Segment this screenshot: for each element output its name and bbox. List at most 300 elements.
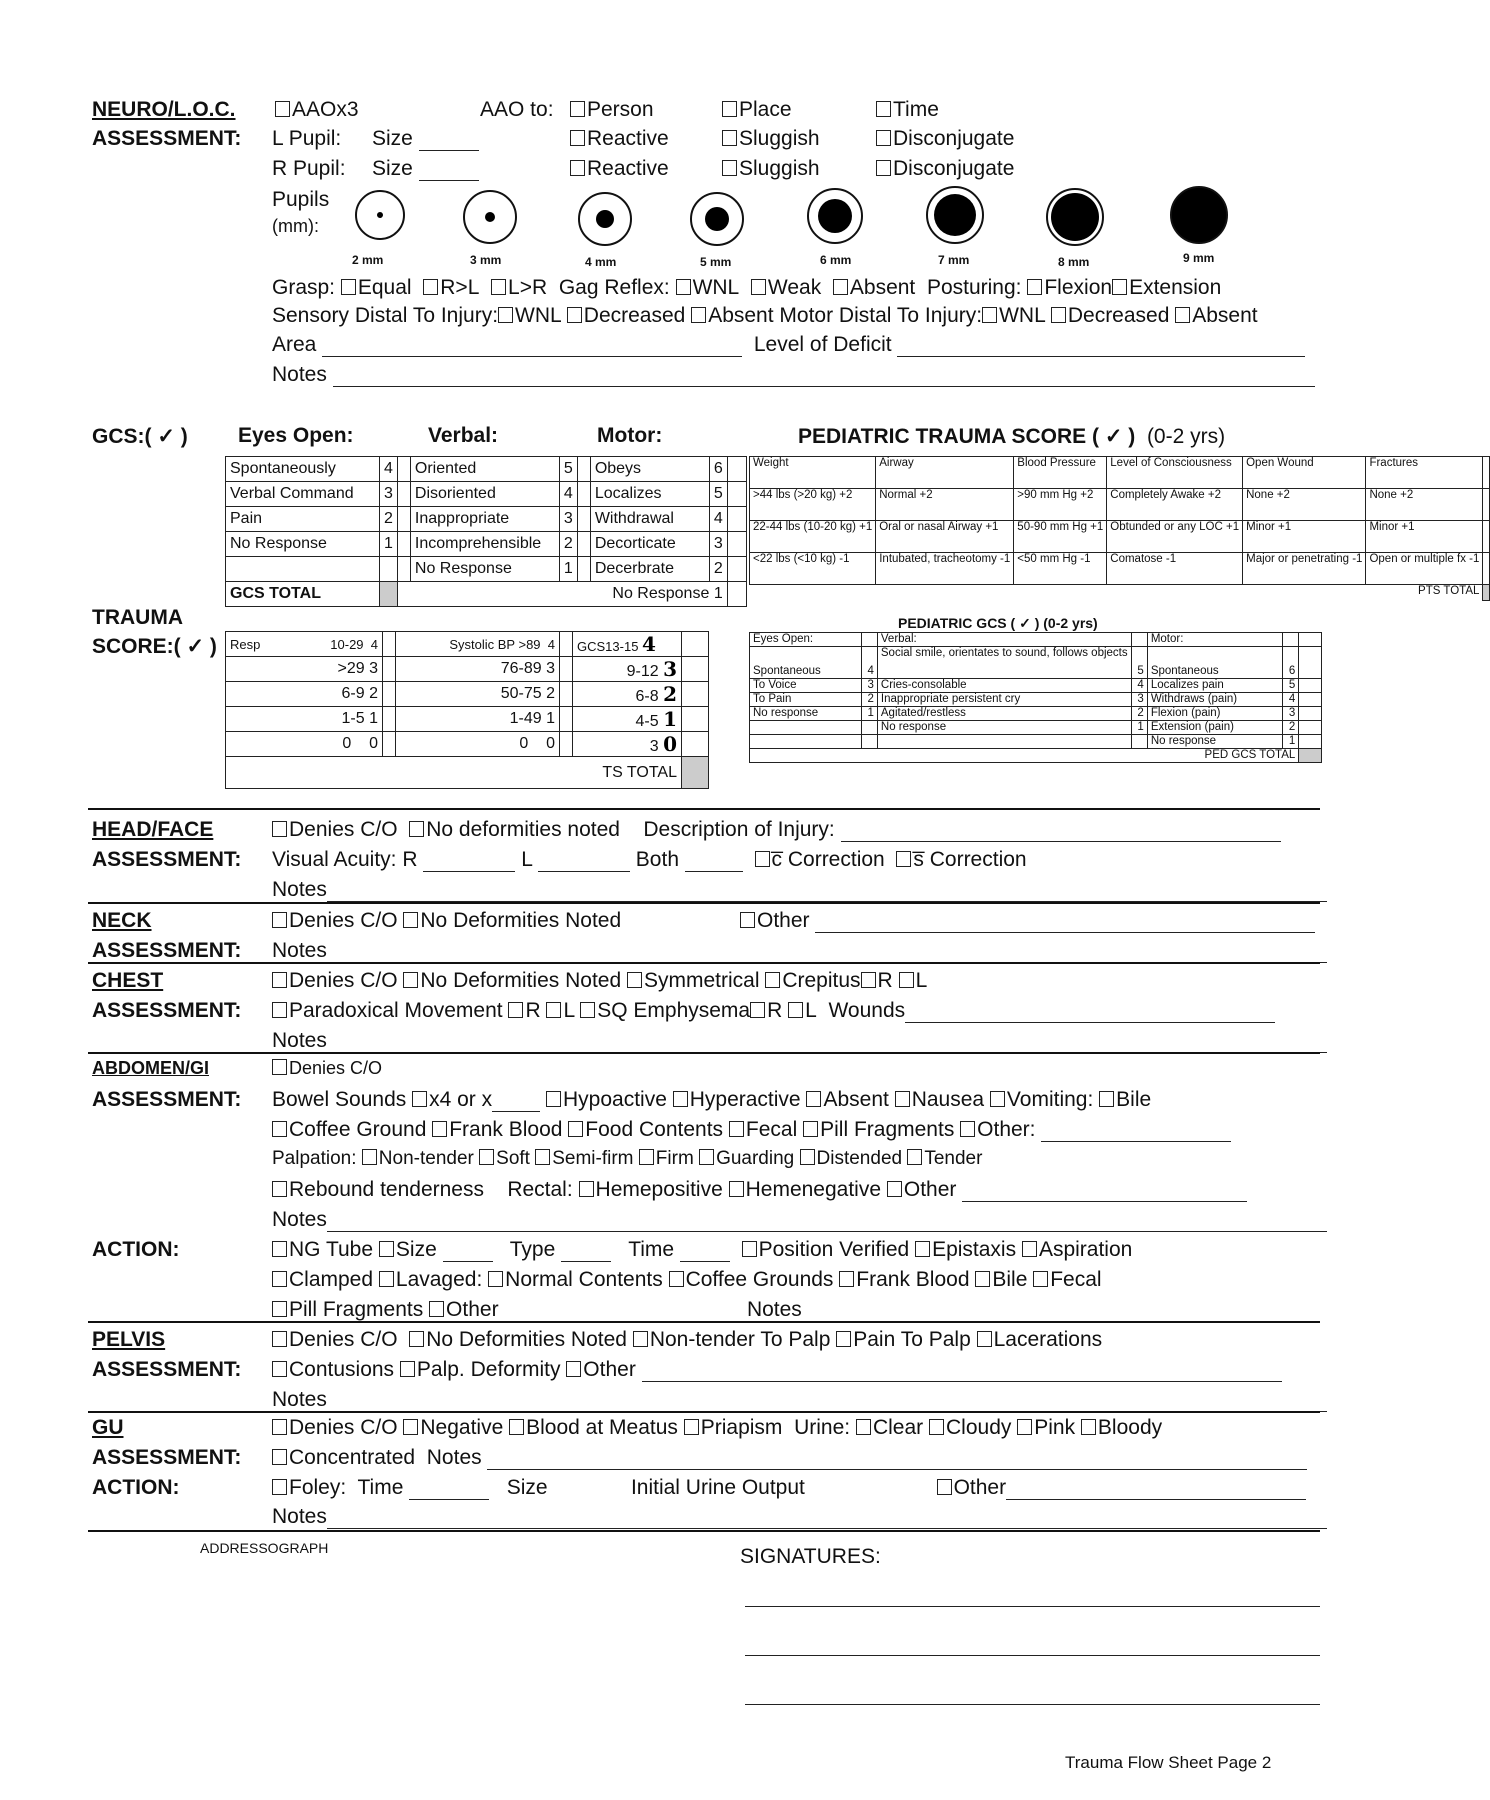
table-row (226, 732, 709, 757)
contusions-checkbox[interactable] (272, 1358, 394, 1381)
gcs-score: 6 (709, 457, 727, 482)
neck-denies-checkbox[interactable] (272, 909, 398, 932)
table-row (750, 489, 1490, 521)
lavaged-checkbox[interactable] (379, 1268, 482, 1291)
gag-weak-checkbox[interactable] (751, 276, 821, 299)
ped-gcs-cell[interactable]: Spontaneous (1147, 647, 1282, 679)
signature-line[interactable] (745, 1606, 1320, 1607)
gu-other-checkbox[interactable] (937, 1476, 1007, 1499)
rectal-other-checkbox[interactable] (887, 1178, 957, 1201)
visual-l-field[interactable] (538, 854, 630, 872)
gcs-cell[interactable]: Verbal Command (226, 482, 380, 507)
pelvis-lacer-label: Lacerations (993, 1328, 1103, 1351)
clear-checkbox[interactable] (856, 1416, 923, 1439)
gcs-cell[interactable]: No Response (410, 557, 559, 582)
pts-total-field[interactable] (1483, 585, 1490, 601)
chest-crep-checkbox[interactable] (765, 969, 860, 992)
pts-header: Fractures (1366, 457, 1483, 489)
trauma-cell[interactable] (274, 632, 383, 657)
frank-blood-checkbox[interactable] (432, 1118, 562, 1141)
ng-frank-blood-checkbox[interactable] (839, 1268, 969, 1291)
coffee-ground-label: Coffee Ground (289, 1118, 427, 1141)
pupil-size-label: 2 mm (352, 253, 384, 267)
foley-label: Foley: (289, 1476, 347, 1499)
pts-cell[interactable]: <22 lbs (<10 kg) -1 (750, 553, 876, 585)
cloudy-checkbox[interactable] (929, 1416, 1011, 1439)
motor-absent-checkbox[interactable] (1175, 304, 1257, 327)
chest-sq-label: SQ Emphysema (597, 999, 751, 1022)
firm-checkbox[interactable] (639, 1148, 694, 1169)
sensory-absent-checkbox[interactable] (691, 304, 773, 327)
ped-gcs-cell[interactable]: No response (750, 707, 862, 721)
neuro-notes-row (272, 363, 1315, 387)
table-row (226, 557, 747, 582)
ts-total-field[interactable] (682, 757, 709, 789)
chest-sq-checkbox[interactable] (580, 999, 750, 1022)
gcs-motor-last-label: No Response (612, 585, 710, 602)
foley-checkbox[interactable] (272, 1476, 346, 1499)
ng-notes-label: Notes (746, 1298, 802, 1321)
distended-checkbox[interactable] (800, 1148, 903, 1169)
ped-gcs-score: 3 (861, 679, 877, 693)
gcs-cell[interactable]: Obeys (590, 457, 709, 482)
gcs-cell[interactable]: Localizes (590, 482, 709, 507)
pelvis-notes-row (272, 1388, 1327, 1412)
extension-checkbox[interactable] (1112, 276, 1221, 299)
without-correction-label: s̅ Correction (913, 848, 1027, 871)
flexion-label: Flexion (1044, 276, 1113, 299)
ng-frank-blood-label: Frank Blood (856, 1268, 970, 1291)
gcs-cell[interactable]: No Response (226, 532, 380, 557)
pts-table (749, 456, 1490, 601)
ped-gcs-cell[interactable]: To Voice (750, 679, 862, 693)
rectal-label: Rectal: (507, 1178, 573, 1201)
gcs-total-field[interactable] (380, 582, 398, 607)
ng-bile-checkbox[interactable] (975, 1268, 1027, 1291)
pts-header: Weight (750, 457, 876, 489)
pts-cell[interactable]: Completely Awake +2 (1107, 489, 1243, 521)
table-row (226, 532, 747, 557)
trauma-score: 3 (369, 660, 378, 677)
ped-gcs-title: PEDIATRIC GCS ( ✓ ) (0-2 yrs) (898, 615, 1098, 631)
signature-line[interactable] (745, 1655, 1320, 1656)
head-notes-label: Notes (272, 878, 327, 901)
abd-absent-checkbox[interactable] (806, 1088, 888, 1111)
gcs-total-label: GCS TOTAL (226, 582, 380, 607)
trauma-cell[interactable] (396, 657, 560, 682)
pupil-gauge-8mm (1046, 188, 1104, 246)
gag-weak-label: Weak (767, 276, 822, 299)
sensory-absent-label: Absent (708, 304, 774, 327)
pts-cell[interactable]: Intubated, tracheotomy -1 (876, 553, 1014, 585)
ped-gcs-cell[interactable]: Flexion (pain) (1147, 707, 1282, 721)
grasp-rgtl-checkbox[interactable] (423, 276, 479, 299)
gcs-score: 4 (380, 457, 398, 482)
hyperactive-label: Hyperactive (689, 1088, 801, 1111)
gcs-cell[interactable]: Inappropriate (410, 507, 559, 532)
trauma-cell[interactable] (396, 632, 560, 657)
ng-row2 (272, 1268, 1102, 1292)
chest-row1 (272, 969, 927, 993)
trauma-cell[interactable] (573, 682, 682, 707)
frank-blood-label: Frank Blood (449, 1118, 563, 1141)
gcs-score: 2 (380, 507, 398, 532)
abd-other-checkbox[interactable] (960, 1118, 1035, 1141)
trauma-cell[interactable] (573, 732, 682, 757)
gag-absent-checkbox[interactable] (833, 276, 915, 299)
neuro-notes-field[interactable] (333, 369, 1315, 387)
trauma-cell[interactable] (226, 682, 383, 707)
table-row (750, 457, 1490, 489)
trauma-range: 50-75 (500, 685, 542, 702)
trauma-cell[interactable] (573, 707, 682, 732)
ped-gcs-cell[interactable]: No response (877, 721, 1131, 735)
ng-pill-checkbox[interactable] (272, 1298, 423, 1321)
visual-both-field[interactable] (685, 854, 743, 872)
bile-label: Bile (1116, 1088, 1152, 1111)
motor-wnl-checkbox[interactable] (982, 304, 1045, 327)
abd-row2 (272, 1118, 1231, 1142)
rectal-other-field[interactable] (962, 1184, 1247, 1202)
neck-other-checkbox[interactable] (740, 909, 810, 932)
pts-cell[interactable]: Normal +2 (876, 489, 1014, 521)
place-checkbox[interactable] (722, 98, 792, 122)
trauma-cell[interactable] (573, 657, 682, 682)
chest-notes-field[interactable] (327, 1035, 1327, 1053)
chest-sq-r-checkbox[interactable] (750, 999, 782, 1022)
hyperactive-checkbox[interactable] (673, 1088, 801, 1111)
aspiration-checkbox[interactable] (1022, 1238, 1132, 1261)
gcs-cell[interactable]: Decorticate (590, 532, 709, 557)
chest-crep-r-label: R (877, 969, 893, 992)
initial-urine-field[interactable] (811, 1483, 931, 1500)
pelvis-row1 (272, 1328, 1102, 1352)
grasp-equal-checkbox[interactable] (341, 276, 412, 299)
r-sluggish-checkbox[interactable] (722, 157, 820, 181)
chest-crep-r-checkbox[interactable] (861, 969, 893, 992)
ped-gcs-cell[interactable]: No response (1147, 735, 1282, 749)
head-row2 (272, 848, 1027, 872)
table-row (750, 521, 1490, 553)
trauma-score: 0 (546, 735, 555, 752)
r-size-field[interactable] (419, 163, 479, 181)
gcs-cell[interactable]: Withdrawal (590, 507, 709, 532)
ped-gcs-cell[interactable]: Localizes pain (1147, 679, 1282, 693)
ng-size-checkbox[interactable] (379, 1238, 437, 1261)
ng-type-field[interactable] (561, 1244, 611, 1262)
ped-gcs-cell[interactable]: Spontaneous (750, 647, 862, 679)
rebound-checkbox[interactable] (272, 1178, 484, 1201)
ng-other-field[interactable] (504, 1304, 729, 1322)
pts-cell[interactable]: <50 mm Hg -1 (1014, 553, 1107, 585)
gu-other-field[interactable] (1006, 1482, 1306, 1500)
trauma-range: 3 (649, 738, 659, 755)
fecal-checkbox[interactable] (729, 1118, 797, 1141)
chest-crep-l-checkbox[interactable] (899, 969, 928, 992)
pupil-size-label: 4 mm (585, 255, 617, 269)
pts-cell[interactable]: None +2 (1243, 489, 1366, 521)
without-correction-checkbox[interactable] (896, 848, 1026, 871)
signature-line[interactable] (745, 1704, 1320, 1705)
chest-parad-l-checkbox[interactable] (546, 999, 574, 1022)
food-contents-checkbox[interactable] (568, 1118, 723, 1141)
bowel-x-field[interactable] (492, 1094, 540, 1112)
pill-fragments-checkbox[interactable] (803, 1118, 954, 1141)
vomiting-checkbox[interactable] (990, 1088, 1093, 1111)
pts-cell[interactable]: Major or penetrating -1 (1243, 553, 1366, 585)
l-reactive-checkbox[interactable] (570, 127, 669, 151)
gu-negative-checkbox[interactable] (403, 1416, 503, 1439)
foley-size-field[interactable] (553, 1483, 613, 1500)
head-nodeform-checkbox[interactable] (409, 818, 620, 841)
chest-wounds-field[interactable] (905, 1005, 1275, 1023)
concentrated-checkbox[interactable] (272, 1446, 415, 1469)
flexion-checkbox[interactable] (1027, 276, 1112, 299)
ng-other-checkbox[interactable] (429, 1298, 499, 1321)
l-disconjugate-label: Disconjugate (893, 127, 1015, 150)
chest-sq-r-label: R (767, 999, 783, 1022)
pts-header: Level of Consciousness (1107, 457, 1243, 489)
pts-cell[interactable]: Oral or nasal Airway +1 (876, 521, 1014, 553)
l-disconjugate-checkbox[interactable] (876, 127, 1014, 151)
semifirm-checkbox[interactable] (535, 1148, 633, 1169)
gcs-motor-last (590, 582, 727, 607)
blood-meatus-label: Blood at Meatus (526, 1416, 678, 1439)
ped-gcs-total-field[interactable] (1299, 749, 1322, 763)
grasp-lgtr-checkbox[interactable] (491, 276, 547, 299)
pts-cell[interactable]: None +2 (1366, 489, 1483, 521)
pts-cell[interactable]: Minor +1 (1243, 521, 1366, 553)
abd-absent-label: Absent (823, 1088, 889, 1111)
head-desc-field[interactable] (841, 824, 1281, 842)
aaox3-checkbox[interactable] (275, 98, 359, 122)
trauma-cell[interactable] (396, 682, 560, 707)
pts-cell[interactable]: Minor +1 (1366, 521, 1483, 553)
divider (88, 962, 1320, 964)
pts-header: Blood Pressure (1014, 457, 1107, 489)
pts-total-label: PTS TOTAL (750, 585, 1483, 601)
pts-title: PEDIATRIC TRAUMA SCORE ( ✓ ) (798, 425, 1136, 448)
pts-cell[interactable]: Comatose -1 (1107, 553, 1243, 585)
l-sluggish-label: Sluggish (739, 127, 820, 150)
trauma-cell[interactable] (396, 707, 560, 732)
neck-nodeform-checkbox[interactable] (403, 909, 621, 932)
neck-other-field[interactable] (815, 915, 1315, 933)
pelvis-other-checkbox[interactable] (566, 1358, 636, 1381)
chest-nodeform-checkbox[interactable] (403, 969, 621, 992)
ped-gcs-cell[interactable]: Agitated/restless (877, 707, 1131, 721)
bowel-x4-checkbox[interactable] (412, 1088, 492, 1111)
foley-time-field[interactable] (409, 1482, 489, 1500)
ped-gcs-cell[interactable]: Extension (pain) (1147, 721, 1282, 735)
blood-meatus-checkbox[interactable] (509, 1416, 678, 1439)
soft-checkbox[interactable] (479, 1148, 530, 1169)
aaox3-label: AAOx3 (292, 98, 359, 121)
divider (88, 808, 1320, 810)
hemepositive-checkbox[interactable] (579, 1178, 723, 1201)
firm-label: Firm (655, 1148, 694, 1169)
ng-size-field[interactable] (443, 1244, 493, 1262)
foley-size-label: Size (506, 1476, 548, 1499)
table-row (226, 657, 709, 682)
chest-parad-r-checkbox[interactable] (508, 999, 540, 1022)
gcs-cell[interactable]: Disoriented (410, 482, 559, 507)
pelvis-other-field[interactable] (642, 1364, 1282, 1382)
bloody-checkbox[interactable] (1081, 1416, 1162, 1439)
bile-checkbox[interactable] (1099, 1088, 1151, 1111)
trauma-cell[interactable] (226, 657, 383, 682)
abd-row3 (272, 1148, 982, 1170)
gu-other-label: Other (953, 1476, 1007, 1499)
normal-contents-checkbox[interactable] (488, 1268, 663, 1291)
nontender-checkbox[interactable] (362, 1148, 474, 1169)
with-correction-label: c̅ Correction (771, 848, 885, 871)
with-correction-checkbox[interactable] (755, 848, 885, 871)
pelvis-nontender-checkbox[interactable] (633, 1328, 831, 1351)
time-checkbox[interactable] (876, 98, 939, 122)
gu-notes-label: Notes (426, 1446, 482, 1469)
abd-subtitle: ASSESSMENT: (92, 1088, 242, 1111)
ng-fecal-checkbox[interactable] (1033, 1268, 1101, 1291)
gu-denies-checkbox[interactable] (272, 1416, 398, 1439)
gcs-cell[interactable]: Oriented (410, 457, 559, 482)
coffee-grounds-checkbox[interactable] (669, 1268, 834, 1291)
bowel-x4-label: x4 or x (429, 1088, 493, 1111)
nausea-checkbox[interactable] (895, 1088, 984, 1111)
pink-checkbox[interactable] (1017, 1416, 1075, 1439)
ng-size-label: Size (395, 1238, 437, 1261)
aspiration-label: Aspiration (1038, 1238, 1133, 1261)
l-sluggish-checkbox[interactable] (722, 127, 820, 151)
sensory-decreased-checkbox[interactable] (567, 304, 686, 327)
ped-gcs-cell[interactable]: Cries-consolable (877, 679, 1131, 693)
r-disconjugate-checkbox[interactable] (876, 157, 1014, 181)
palpation-label: Palpation: (272, 1148, 357, 1169)
motor-label: Motor Distal To Injury: (779, 304, 983, 327)
trauma-cell[interactable] (226, 732, 383, 757)
trauma-cell[interactable] (226, 707, 383, 732)
trauma-cell[interactable] (396, 732, 560, 757)
chest-symm-label: Symmetrical (643, 969, 760, 992)
coffee-grounds-label: Coffee Grounds (685, 1268, 834, 1291)
vomiting-label: Vomiting: (1006, 1088, 1094, 1111)
pts-cell[interactable]: >90 mm Hg +2 (1014, 489, 1107, 521)
abd-denies-checkbox[interactable] (272, 1058, 382, 1078)
epistaxis-checkbox[interactable] (915, 1238, 1016, 1261)
initial-urine-label: Initial Urine Output (630, 1476, 805, 1499)
visual-r-field[interactable] (423, 854, 515, 872)
abd-other-field[interactable] (1041, 1124, 1231, 1142)
gcs-cell[interactable]: Decerbrate (590, 557, 709, 582)
table-row (226, 482, 747, 507)
gu-denies-label: Denies C/O (289, 1416, 398, 1439)
area-row (272, 333, 1305, 357)
gag-wnl-checkbox[interactable] (676, 276, 740, 299)
head-denies-checkbox[interactable] (272, 818, 398, 841)
pelvis-lacer-checkbox[interactable] (977, 1328, 1103, 1351)
hemenegative-checkbox[interactable] (729, 1178, 881, 1201)
trauma-score-handwritten: 2 (663, 682, 677, 706)
ped-gcs-cell[interactable]: Inappropriate persistent cry (877, 693, 1131, 707)
gcs-score: 2 (559, 532, 577, 557)
trauma-score-handwritten: 3 (663, 657, 677, 681)
hemepositive-label: Hemepositive (595, 1178, 723, 1201)
person-checkbox[interactable] (570, 98, 654, 122)
table-row (750, 585, 1490, 601)
ng-notes-field[interactable] (802, 1304, 1282, 1322)
motor-wnl-label: WNL (999, 304, 1045, 327)
pelvis-denies-checkbox[interactable] (272, 1328, 398, 1351)
clamped-label: Clamped (289, 1268, 374, 1291)
ng-tube-checkbox[interactable] (272, 1238, 373, 1261)
chest-sq-l-checkbox[interactable] (788, 999, 817, 1022)
motor-decreased-checkbox[interactable] (1051, 304, 1170, 327)
gu-notes2-field[interactable] (327, 1511, 1327, 1529)
gcs-cell[interactable]: Spontaneously (226, 457, 380, 482)
sensory-wnl-checkbox[interactable] (498, 304, 561, 327)
head-notes-field[interactable] (327, 884, 1327, 902)
fecal-label: Fecal (745, 1118, 798, 1141)
pts-cell[interactable]: 50-90 mm Hg +1 (1014, 521, 1107, 553)
pts-cell[interactable]: 22-44 lbs (10-20 kg) +1 (750, 521, 876, 553)
chest-parad-checkbox[interactable] (272, 999, 503, 1022)
bloody-label: Bloody (1097, 1416, 1163, 1439)
ped-gcs-cell[interactable]: Social smile, orientates to sound, follows objects (877, 647, 1131, 679)
gcs-cell[interactable]: Pain (226, 507, 380, 532)
pts-cell[interactable]: Open or multiple fx -1 (1366, 553, 1483, 585)
ped-gcs-cell[interactable]: To Pain (750, 693, 862, 707)
gu-row2 (272, 1446, 1307, 1470)
trauma-cell[interactable] (573, 632, 682, 657)
ped-gcs-score: 1 (1283, 735, 1299, 749)
gcs-cell[interactable]: Incomprehensible (410, 532, 559, 557)
guarding-checkbox[interactable] (699, 1148, 794, 1169)
abd-notes-field[interactable] (327, 1214, 1327, 1232)
coffee-ground-checkbox[interactable] (272, 1118, 426, 1141)
tender-checkbox[interactable] (907, 1148, 982, 1169)
priapism-checkbox[interactable] (684, 1416, 783, 1439)
palp-deformity-checkbox[interactable] (400, 1358, 561, 1381)
r-disconjugate-label: Disconjugate (893, 157, 1015, 180)
area-field[interactable] (322, 339, 742, 357)
chest-symm-checkbox[interactable] (627, 969, 760, 992)
rectal-other-label: Other (903, 1178, 957, 1201)
r-reactive-checkbox[interactable] (570, 157, 669, 181)
clamped-checkbox[interactable] (272, 1268, 373, 1291)
ped-gcs-cell[interactable]: Withdraws (pain) (1147, 693, 1282, 707)
pts-cell[interactable]: >44 lbs (>20 kg) +2 (750, 489, 876, 521)
gcs-score: 4 (559, 482, 577, 507)
pelvis-nodeform-checkbox[interactable] (409, 1328, 627, 1351)
ped-gcs-header: Motor: (1147, 633, 1282, 647)
pelvis-notes-field[interactable] (327, 1394, 1327, 1412)
position-verified-checkbox[interactable] (742, 1238, 910, 1261)
hypoactive-checkbox[interactable] (546, 1088, 667, 1111)
pelvis-pain-checkbox[interactable] (836, 1328, 971, 1351)
ped-gcs-score: 2 (1131, 707, 1147, 721)
ng-time-field[interactable] (680, 1244, 730, 1262)
chest-denies-checkbox[interactable] (272, 969, 398, 992)
level-deficit-field[interactable] (897, 339, 1305, 357)
trauma-range: 9-12 (626, 663, 659, 680)
chest-crep-l-label: L (915, 969, 928, 992)
l-size-field[interactable] (419, 133, 479, 151)
pts-cell[interactable]: Obtunded or any LOC +1 (1107, 521, 1243, 553)
trauma-range: GCS13-15 (577, 639, 639, 654)
grasp-equal-label: Equal (357, 276, 412, 299)
neck-notes-field[interactable] (327, 945, 1327, 963)
gu-notes-field[interactable] (487, 1452, 1307, 1470)
